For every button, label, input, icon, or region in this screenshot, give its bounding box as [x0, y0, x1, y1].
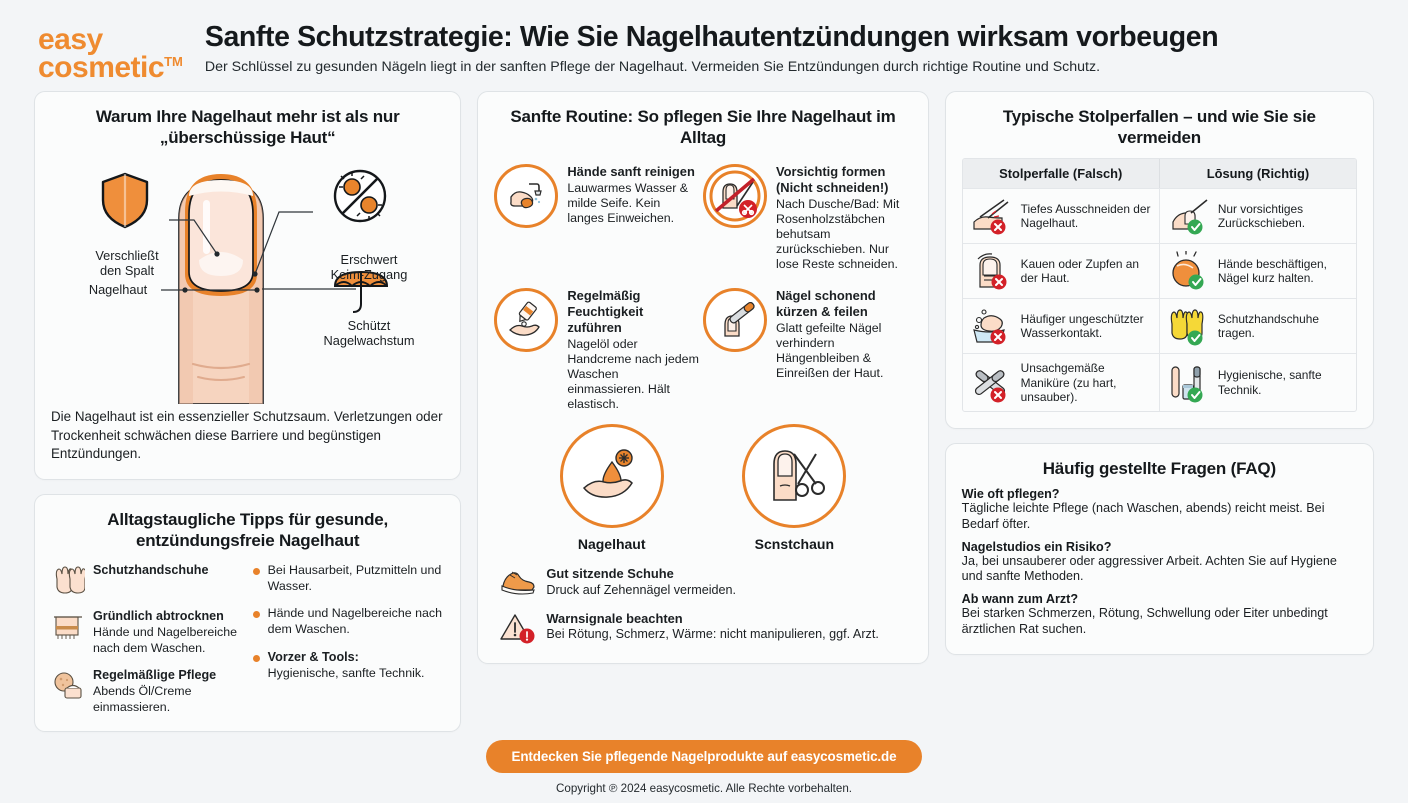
label-germ: Erschwert Keim-Zugang — [330, 252, 408, 283]
tip-item — [253, 650, 445, 681]
tip-title: Vorzer & Tools: — [267, 649, 359, 664]
routine-text — [567, 288, 699, 412]
label-shield: Verschließt den Spalt — [95, 248, 159, 279]
faq-question: Wie oft pflegen? — [961, 487, 1060, 502]
tip-text: Bei Hausarbeit, Putzmitteln und Wasser. — [267, 563, 442, 593]
routine-body: Nach Dusche/Bad: Mit Rosenholzstäbchen behutsam zurückschieben. Nur lose Reste schneiden. — [776, 196, 900, 272]
routine-bottom-body: Druck auf Zehennägel vermeiden. — [546, 583, 737, 597]
tip-text — [93, 563, 208, 579]
header-text — [205, 20, 1374, 77]
table-row — [963, 353, 1356, 411]
faq-list — [962, 487, 1357, 637]
copyright-text: Copyright ℗ 2024 easycosmetic. Alle Rechte vorbehalten. — [556, 782, 852, 796]
tip-text — [268, 650, 425, 681]
yellow-gloves-icon — [1167, 306, 1211, 346]
table-cell-text: Hygienische, sanfte Technik. — [1217, 368, 1322, 397]
bullet-icon — [253, 568, 260, 575]
routine-card-title: Sanfte Routine: So pflegen Sie Ihre Nagelhaut im Alltag — [510, 107, 896, 148]
faq-answer: Bei starken Schmerzen, Rötung, Schwellung oder Eiter unbedingt ärztlichen Rat suchen. — [961, 606, 1328, 636]
cream-icon — [51, 668, 85, 702]
label-umbrella: Schützt Nagelwachstum — [323, 318, 415, 349]
cta-button[interactable]: Entdecken Sie pflegende Nagelprodukte auf easycosmetic.de — [486, 740, 923, 773]
big-item-label: Scnstchaun — [754, 536, 834, 553]
check-badge — [1188, 275, 1203, 290]
routine-card — [477, 91, 928, 664]
bullet-icon — [253, 655, 260, 662]
shoe-icon — [500, 566, 536, 596]
tip-item — [253, 563, 445, 594]
page-subtitle: Der Schlüssel zu gesunden Nägeln liegt in der sanften Pflege der Nagelhaut. Vermeiden Sie Entzündungen durch richtige Routine und Schutz. — [204, 58, 1101, 75]
tip-item — [51, 609, 243, 656]
columns-container — [34, 91, 1374, 732]
tips-right-column — [253, 563, 445, 715]
tip-title: Schutzhandschuhe — [93, 563, 209, 578]
table-cell-text: Schutzhandschuhe tragen. — [1217, 312, 1319, 341]
routine-title: Nägel schonend kürzen & feilen — [776, 288, 876, 320]
deep-cut-icon — [970, 196, 1014, 236]
no-cut-icon — [707, 168, 763, 224]
push-back-icon — [1167, 196, 1211, 236]
table-cell-text: Kauen oder Zupfen an der Haut. — [1020, 257, 1139, 286]
table-cell-text: Nur vorsichtiges Zurückschieben. — [1217, 202, 1306, 231]
pitfalls-card — [945, 91, 1374, 429]
table-cell-text: Häufiger ungeschützter Wasserkontakt. — [1020, 312, 1144, 341]
routine-title: Regelmäßig Feuchtigkeit zuführen — [567, 288, 644, 335]
logo-line-1: easy — [38, 23, 103, 56]
tip-item — [51, 668, 243, 715]
routine-text — [567, 164, 699, 226]
nail-scissors-icon — [758, 440, 830, 512]
page-title: Sanfte Schutzstrategie: Wie Sie Nagelhautentzündungen wirksam vorbeugen — [204, 21, 1219, 53]
nail-anatomy-diagram — [51, 156, 444, 404]
routine-icon-circle — [703, 288, 767, 352]
faq-answer: Tägliche leichte Pflege (nach Waschen, abends) reicht meist. Bei Bedarf öfter. — [961, 501, 1325, 531]
gloves-icon — [51, 563, 85, 597]
table-row — [963, 243, 1356, 298]
clean-tools-icon — [1167, 363, 1211, 403]
table-cell-text: Hände beschäftigen, Nägel kurz halten. — [1217, 257, 1327, 286]
table-cell-right — [1160, 354, 1356, 411]
tip-item — [253, 606, 445, 637]
routine-bottom-items — [494, 566, 911, 644]
routine-bottom-title: Warnsignale beachten — [546, 610, 683, 626]
faq-question: Ab wann zum Arzt? — [961, 592, 1079, 607]
pitfalls-table — [962, 158, 1357, 412]
label-cuticle: Nagelhaut — [88, 282, 148, 298]
check-badge — [1187, 387, 1202, 402]
bullet-icon — [253, 611, 260, 618]
stress-ball-icon — [1167, 251, 1211, 291]
nailfile-icon — [714, 299, 756, 341]
table-cell-wrong — [963, 299, 1160, 353]
routine-grid — [494, 158, 911, 422]
tip-title: Regelmäßlige Pflege — [93, 668, 217, 683]
crossed-tools-icon — [970, 363, 1014, 403]
towel-icon — [51, 609, 85, 643]
water-hand-icon — [970, 306, 1014, 346]
column-header-wrong: Stolperfalle (Falsch) — [963, 159, 1160, 188]
routine-bottom-body: Bei Rötung, Schmerz, Wärme: nicht manipulieren, ggf. Arzt. — [546, 627, 879, 642]
routine-bottom-text — [546, 566, 736, 598]
trademark-symbol: TM — [164, 53, 183, 69]
right-column — [945, 91, 1374, 654]
warning-icon — [500, 611, 536, 645]
tips-card-title: Alltagstaugliche Tipps für gesunde, entzündungsfreie Nagelhaut — [107, 510, 389, 551]
routine-icon-circle — [703, 164, 767, 228]
faq-card — [945, 443, 1374, 654]
tips-card — [34, 494, 461, 732]
faq-question: Nagelstudios ein Risiko? — [961, 539, 1112, 554]
table-cell-right — [1160, 189, 1356, 243]
faq-answer: Ja, bei unsauberer oder aggressiver Arbeit. Achten Sie auf Hygiene und sanfte Methoden. — [961, 553, 1337, 584]
table-cell-wrong — [963, 189, 1160, 243]
routine-bottom-title: Gut sitzende Schuhe — [546, 566, 674, 582]
routine-title: Hände sanft reinigen — [567, 164, 695, 180]
tip-body: Hände und Nagelbereiche nach dem Waschen. — [93, 625, 237, 655]
table-cell-wrong — [963, 244, 1160, 298]
routine-icon-circle — [494, 288, 558, 352]
big-item-label: Nagelhaut — [577, 536, 646, 553]
faq-card-title: Häufig gestellte Fragen (FAQ) — [1042, 459, 1276, 479]
routine-body: Glatt gefeilte Nägel verhindern Hängenbleiben & Einreißen der Haut. — [776, 320, 884, 381]
routine-icon-circle — [494, 164, 558, 228]
routine-item — [494, 158, 703, 282]
table-cell-text: Unsachgemäße Maniküre (zu hart, unsauber). — [1020, 361, 1117, 404]
big-item — [560, 424, 664, 552]
table-cell-right — [1160, 244, 1356, 298]
table-cell-text: Tiefes Ausschneiden der Nagelhaut. — [1020, 202, 1151, 231]
routine-bottom-text — [546, 611, 878, 643]
big-item — [742, 424, 846, 552]
logo-line-2: cosmetic™ — [38, 50, 183, 84]
tip-body: Abends Öl/Creme einmassieren. — [93, 684, 192, 714]
tip-text — [93, 609, 243, 656]
check-badge — [1187, 220, 1202, 235]
big-icon-circle — [560, 424, 664, 528]
routine-text — [776, 164, 908, 272]
header — [34, 14, 1374, 91]
shield-icon — [103, 174, 147, 227]
tip-title: Gründlich abtrocknen — [93, 609, 224, 624]
pitfalls-card-title: Typische Stolperfallen – und wie Sie sie vermeiden — [1002, 107, 1316, 148]
routine-bottom-item — [500, 566, 911, 598]
tips-left-column — [51, 563, 243, 715]
big-icon-circle — [742, 424, 846, 528]
oil-drop-icon — [505, 299, 547, 341]
routine-body: Lauwarmes Wasser & milde Seife. Kein langes Einweichen. — [567, 181, 689, 226]
tip-item — [51, 563, 243, 597]
check-badge — [1187, 331, 1202, 346]
anatomy-card — [34, 91, 461, 480]
tip-text: Hände und Nagelbereiche nach dem Waschen. — [267, 606, 442, 637]
big-icons-row — [494, 424, 911, 552]
routine-item — [494, 282, 703, 422]
handwash-icon — [505, 175, 547, 217]
tip-body: Hygienische, sanfte Technik. — [267, 665, 425, 680]
table-cell-wrong — [963, 354, 1160, 411]
left-column — [34, 91, 461, 732]
table-header-row — [963, 159, 1356, 188]
routine-item — [703, 158, 912, 282]
tips-grid — [51, 563, 444, 715]
table-cell-right — [1160, 299, 1356, 353]
routine-bottom-item — [500, 611, 911, 645]
routine-title: Vorsichtig formen (Nicht schneiden!) — [776, 164, 889, 196]
nail-biting-icon — [970, 251, 1014, 291]
routine-body: Nagelöl oder Handcreme nach jedem Waschen einmassieren. Hält elastisch. — [567, 336, 699, 412]
tip-text — [93, 668, 243, 715]
middle-column — [477, 91, 928, 664]
anatomy-note: Die Nagelhaut ist ein essenzieller Schutzsaum. Verletzungen oder Trockenheit schwächen diese Barriere und begünstigen Entzündungen. — [51, 409, 443, 461]
table-row — [963, 298, 1356, 353]
column-header-right: Lōsung (Richtig) — [1206, 166, 1310, 182]
hand-drop-icon — [576, 440, 648, 512]
germ-blocked-icon — [335, 171, 385, 221]
table-row — [963, 188, 1356, 243]
routine-text — [776, 288, 908, 381]
brand-logo — [38, 20, 183, 84]
routine-item — [703, 282, 912, 422]
anatomy-card-title: Warum Ihre Nagelhaut mehr ist als nur „überschüssige Haut“ — [95, 107, 400, 148]
